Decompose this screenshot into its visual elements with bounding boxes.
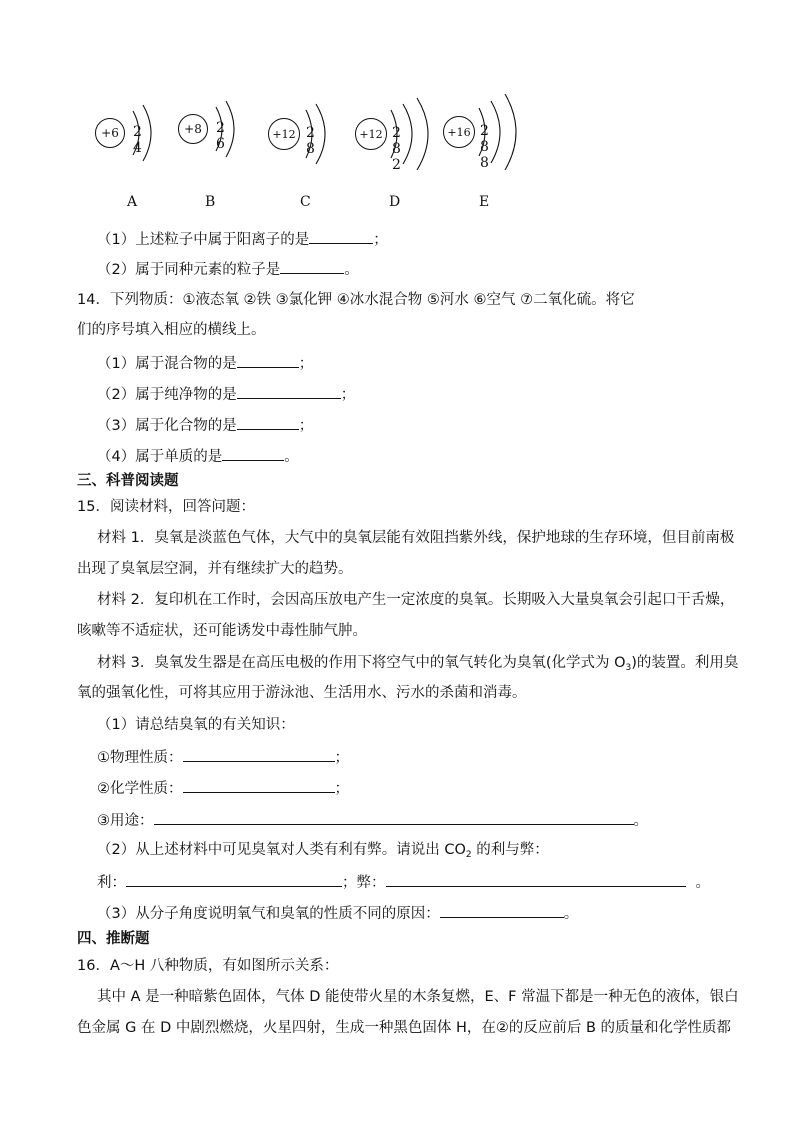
answer-blank[interactable]	[222, 445, 284, 461]
q14-part2	[97, 383, 355, 405]
q16-line1: 其中 A 是一种暗紫色固体，气体 D 能使带火星的木条复燃，E、F 常温下都是一种无色的液体，银白	[97, 989, 739, 1005]
q14-part2-text: （2）属于纯净物的是	[97, 387, 237, 403]
q15-use-label: ③用途：	[97, 813, 154, 829]
punct: ；	[298, 356, 314, 372]
pros-label: 利：	[97, 875, 126, 891]
atom-nucleus: +12	[268, 118, 300, 150]
punct: ；	[334, 750, 349, 766]
atom-nucleus: +12	[355, 118, 387, 150]
q15-material3-line1	[97, 653, 738, 678]
atom-shells: 2 8 2	[392, 125, 403, 173]
q15-phys-label: ①物理性质：	[97, 750, 183, 766]
punct: ；	[340, 387, 356, 403]
punct: 。	[695, 875, 710, 891]
q13-part1-text: （1）上述粒子中属于阳离子的是	[97, 232, 310, 248]
punct: 。	[563, 906, 579, 922]
q14-part3	[97, 414, 313, 436]
q14-stem-line1: 14．下列物质：①液态氧 ②铁 ③氯化钾 ④冰水混合物 ⑤河水 ⑥空气 ⑦二氧化硫。将它	[77, 292, 635, 308]
cons-label: ；弊：	[342, 875, 386, 891]
atom-label-e: E	[479, 194, 490, 210]
answer-blank[interactable]	[280, 258, 344, 274]
q15-material3-line2: 氧的强氧化性，可将其应用于游泳池、生活用水、污水的杀菌和消毒。	[77, 685, 527, 701]
punct: ；	[334, 781, 349, 797]
atom-nucleus: +16	[443, 116, 475, 148]
q15-stem: 15．阅读材料，回答问题：	[77, 499, 255, 515]
atom-label-c: C	[300, 194, 311, 210]
q14-part4	[97, 445, 299, 467]
answer-blank-pros[interactable]	[126, 871, 342, 887]
q13-part2-text: （2）属于同种元素的粒子是	[97, 262, 281, 278]
q14-part1	[97, 352, 313, 374]
q16-stem: 16．A～H 八种物质，有如图所示关系：	[77, 958, 339, 974]
q15-part3-text: （3）从分子角度说明氧气和臭氧的性质不同的原因：	[97, 906, 440, 922]
q15-material3-text: 材料 3．臭氧发生器是在高压电极的作用下将空气中的氧气转化为臭氧(化学式为 O	[97, 655, 626, 671]
answer-blank[interactable]	[237, 383, 341, 399]
atom-shells: 2 8 8	[480, 123, 491, 171]
atom-shells: 2 8	[306, 125, 317, 157]
atom-label-a: A	[127, 194, 138, 210]
q13-part1	[97, 228, 388, 250]
atom-label-d: D	[389, 194, 401, 210]
q15-chemical-property	[97, 777, 349, 799]
q14-part1-text: （1）属于混合物的是	[97, 356, 237, 372]
shell-arcs-icon	[292, 102, 362, 166]
q15-part2	[97, 840, 549, 865]
q15-material2-line2: 咳嗽等不适症状，还可能诱发中毒性肺气肿。	[77, 623, 367, 639]
q15-pros-cons	[97, 871, 710, 893]
answer-blank[interactable]	[237, 414, 299, 430]
section-heading-3: 三、科普阅读题	[77, 473, 179, 489]
q15-material2-line1: 材料 2．复印机在工作时，会因高压放电产生一定浓度的臭氧。长期吸入大量臭氧会引起口干舌燥，	[97, 592, 735, 608]
q15-part2-text-end: 的利与弊：	[471, 842, 549, 858]
q15-use	[97, 809, 648, 831]
atom-label-b: B	[205, 194, 216, 210]
q13-part2	[97, 258, 359, 280]
answer-blank[interactable]	[237, 352, 299, 368]
punct: 。	[633, 813, 648, 829]
punct: ；	[298, 418, 314, 434]
q16-line2: 色金属 G 在 D 中剧烈燃烧，火星四射，生成一种黑色固体 H，在②的反应前后 B 的质量和化学性质都	[77, 1020, 732, 1036]
answer-blank-cons[interactable]	[386, 871, 686, 887]
subscript: 2	[465, 850, 472, 860]
answer-blank[interactable]	[183, 746, 335, 762]
section-heading-4: 四、推断题	[77, 931, 150, 947]
subscript: 3	[625, 663, 632, 673]
punct: 。	[284, 449, 299, 465]
q15-physical-property	[97, 746, 349, 768]
q14-stem-line2: 们的序号填入相应的横线上。	[77, 322, 266, 338]
q14-part3-text: （3）属于化合物的是	[97, 418, 237, 434]
answer-blank[interactable]	[183, 777, 335, 793]
q15-material1-line2: 出现了臭氧层空洞，并有继续扩大的趋势。	[77, 561, 353, 577]
punct: 。	[344, 262, 359, 278]
q15-part3	[97, 902, 578, 924]
answer-blank[interactable]	[154, 809, 634, 825]
q15-material1-line1: 材料 1．臭氧是淡蓝色气体，大气中的臭氧层能有效阻挡紫外线，保护地球的生存环境，但目前南极	[97, 530, 735, 546]
shell-arcs-icon	[465, 92, 545, 172]
shell-arcs-icon	[202, 99, 272, 159]
q15-material3-text-end: )的装置。利用臭	[631, 655, 739, 671]
answer-blank[interactable]	[309, 228, 373, 244]
atom-nucleus: +6	[95, 118, 125, 148]
answer-blank[interactable]	[440, 902, 564, 918]
q15-part2-text: （2）从上述材料中可见臭氧对人类有利有弊。请说出 CO	[97, 842, 466, 858]
q15-part1: （1）请总结臭氧的有关知识：	[97, 717, 295, 733]
atom-shells: 2 4	[133, 124, 144, 156]
punct: ；	[373, 232, 388, 248]
q15-chem-label: ②化学性质：	[97, 781, 183, 797]
atom-shells: 2 6	[216, 120, 227, 152]
q14-part4-text: （4）属于单质的是	[97, 449, 223, 465]
atom-nucleus: +8	[178, 114, 208, 144]
